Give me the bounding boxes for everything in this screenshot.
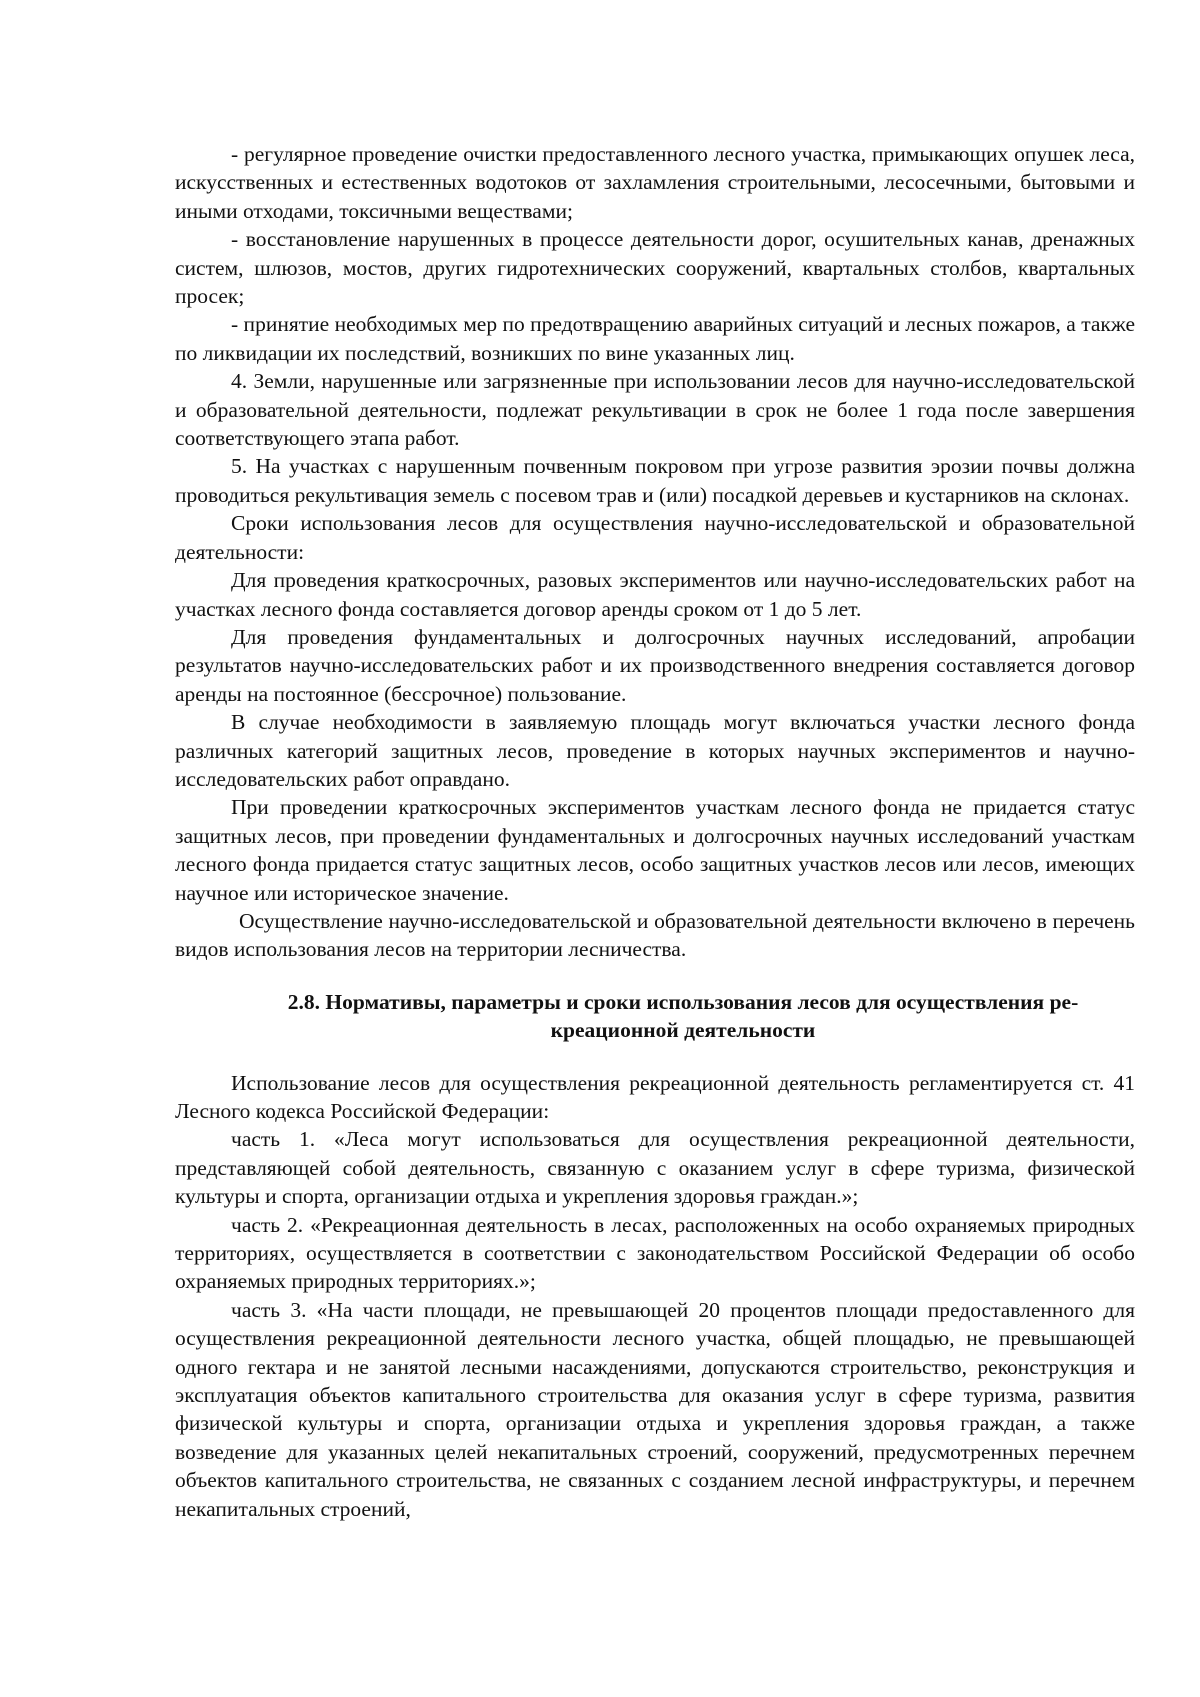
paragraph-protective-forests: В случае необходимости в заявляемую площадь могут включаться участки лесного фонда различных категорий защитных лесов, проведение в которых научных экспериментов и научно-исследовательских работ оправдано. (175, 710, 1135, 791)
paragraph-item-5: 5. На участках с нарушенным почвенным покровом при угрозе развития эрозии почвы должна проводиться рекультивация земель с посевом трав и (или) посадкой деревьев и кустарников на склонах. (175, 454, 1135, 507)
paragraph-item-4: 4. Земли, нарушенные или загрязненные при использовании лесов для научно-исследовательской и образовательной деятельности, подлежат рекультивации в срок не более 1 года после завершения соответствующего этапа работ. (175, 369, 1135, 451)
paragraph-restoration: - восстановление нарушенных в процессе деятельности дорог, осушительных канав, дренажных систем, шлюзов, мостов, других гидротехнических сооружений, квартальных столбов, квартальных просек; (175, 227, 1135, 309)
paragraph-inclusion: Осуществление научно-исследовательской и образовательной деятельности включено в перечень видов использования лесов на территории лесничества. (175, 908, 1135, 962)
document-page (175, 140, 1135, 1523)
paragraph-recreation-intro: Использование лесов для осуществления рекреационной деятельность регламентируется ст. 41 Лесного кодекса Российской Федерации: (175, 1070, 1135, 1123)
paragraph-cleanup: - регулярное проведение очистки предоставленного лесного участка, примыкающих опушек леса, искусственных и естественных водотоков от захламления строительными, лесосечными, бытовыми и иными отходами, токсичными веществами; (175, 142, 1135, 223)
paragraph-part-3: часть 3. «На части площади, не превышающей 20 процентов площади предоставленного для осуществления рекреационной деятельности лесного участка, общей площадью, не превышающей одного гектара и не занятой лесными насаждениями, допускаются строительство, реконструкция и эксплуатация объектов капитального строительства для оказания услуг в сфере туризма, развития физической культуры и спорта, организации отдыха и укрепления здоровья граждан, а также возведение для указанных целей некапитальных строений, сооружений, предусмотренных перечнем объектов капитального строительства, не связанных с созданием лесной инфраструктуры, и перечнем некапитальных строений, (175, 1297, 1135, 1521)
paragraph-long-term: Для проведения фундаментальных и долгосрочных научных исследований, апробации результатов научно-исследовательских работ и их производственного внедрения составляется договор аренды на постоянное (бессрочное) пользование. (175, 624, 1135, 706)
paragraph-status: При проведении краткосрочных экспериментов участкам лесного фонда не придается статус защитных лесов, при проведении фундаментальных и долгосрочных научных исследований участкам лесного фонда придается статус защитных лесов, особо защитных участков лесов или лесов, имеющих научное или историческое значение. (175, 795, 1135, 905)
paragraph-terms-intro: Сроки использования лесов для осуществления научно-исследовательской и образовательной деятельности: (175, 511, 1135, 564)
paragraph-short-term: Для проведения краткосрочных, разовых экспериментов или научно-исследовательских работ на участках лесного фонда составляется договор аренды сроком от 1 до 5 лет. (175, 568, 1135, 621)
paragraph-part-1: часть 1. «Леса могут использоваться для осуществления рекреационной деятельности, представляющей собой деятельность, связанную с оказанием услуг в сфере туризма, физической культуры и спорта, организации отдыха и укрепления здоровья граждан.»; (175, 1127, 1135, 1209)
section-heading: 2.8. Нормативы, параметры и сроки использования лесов для осуществления рекреационной деятельности (287, 989, 1079, 1043)
paragraph-part-2: часть 2. «Рекреационная деятельность в лесах, расположенных на особо охраняемых природных территориях, осуществляется в соответствии с законодательством Российской Федерации об особо охраняемых природных территориях.»; (175, 1212, 1135, 1294)
paragraph-fire-prevention: - принятие необходимых мер по предотвращению аварийных ситуаций и лесных пожаров, а также по ликвидации их последствий, возникших по вине указанных лиц. (175, 312, 1135, 365)
